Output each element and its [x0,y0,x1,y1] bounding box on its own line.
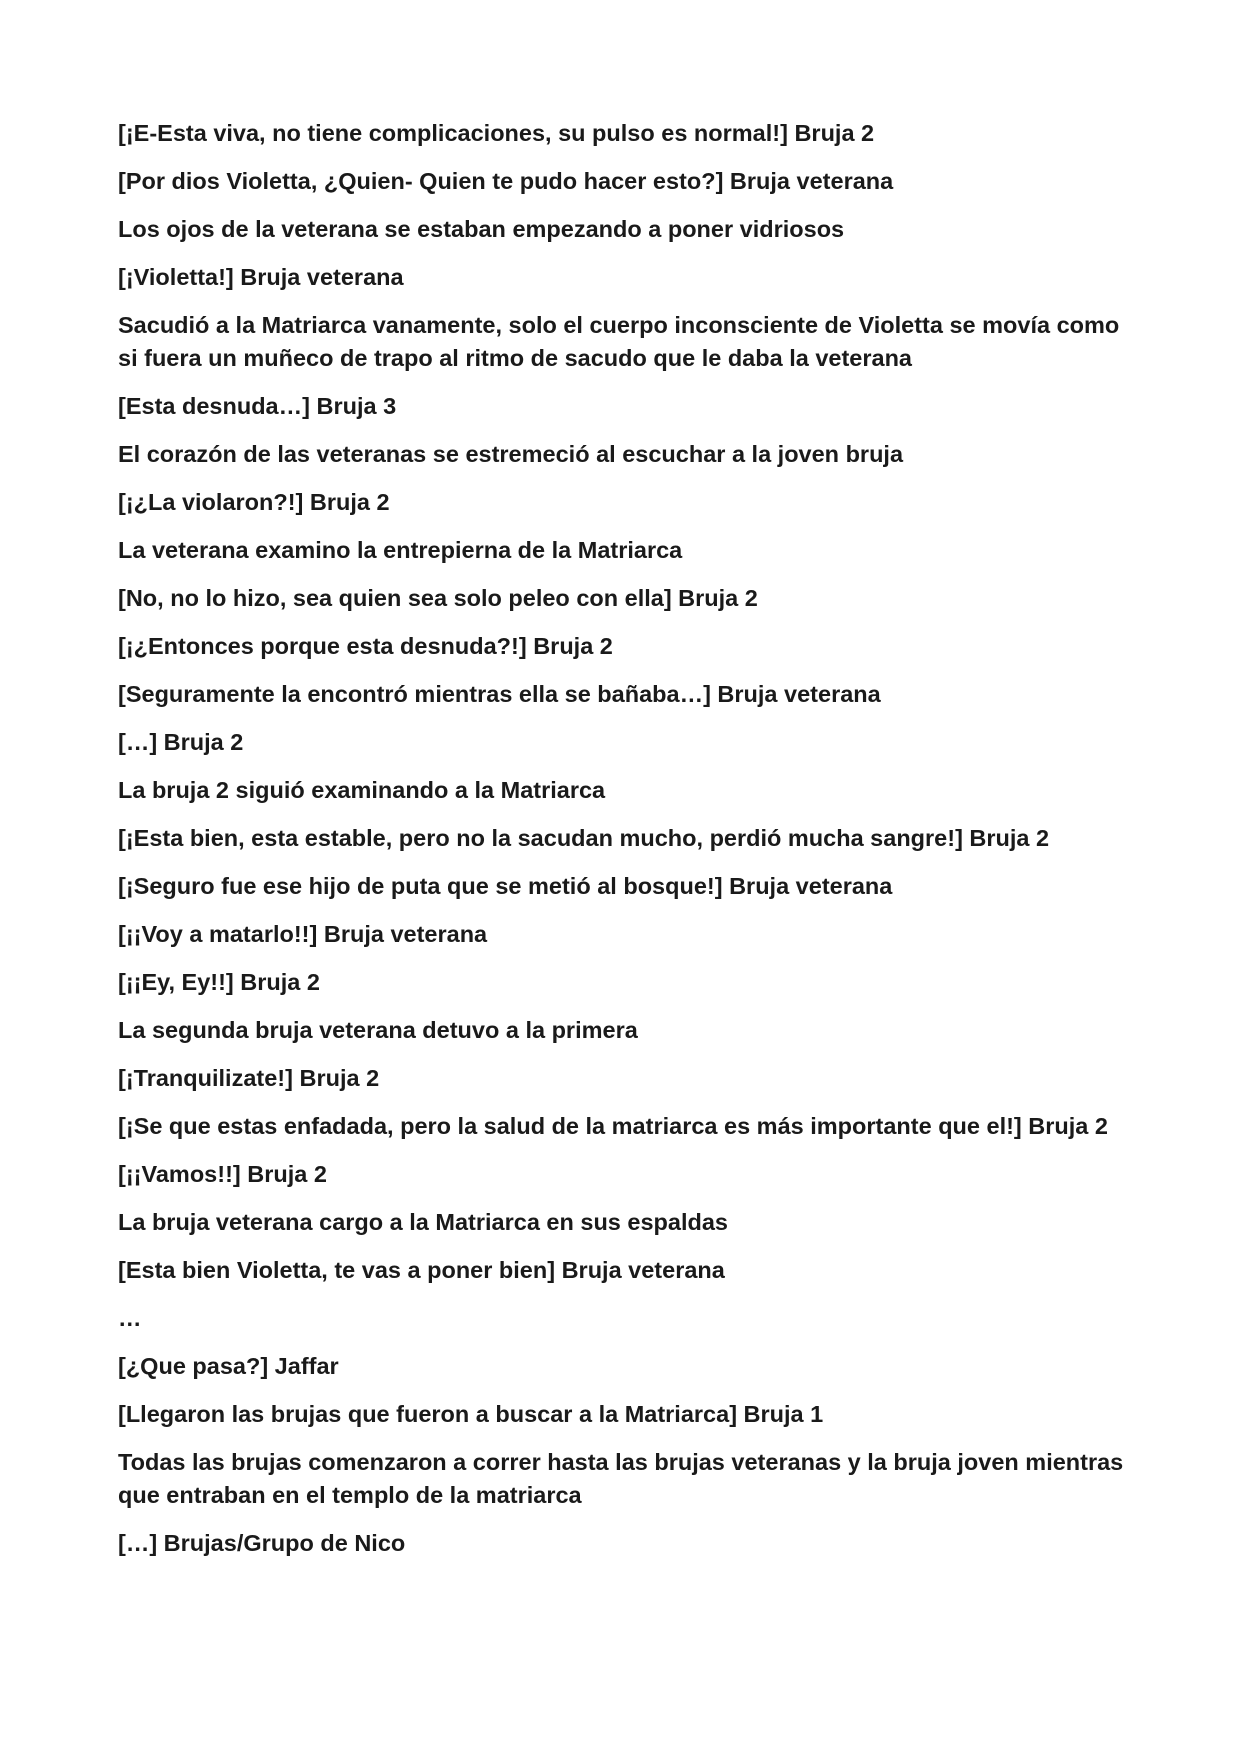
paragraph: [¡¿Entonces porque esta desnuda?!] Bruja 2 [118,633,613,659]
paragraph: [¡Se que estas enfadada, pero la salud de la matriarca es más importante que el!] Bruja 2 [118,1113,1108,1139]
paragraph: [¿Que pasa?] Jaffar [118,1353,339,1379]
paragraph: [¡¡Ey, Ey!!] Bruja 2 [118,969,320,995]
paragraph: … [118,1305,142,1331]
paragraph: [¡Seguro fue ese hijo de puta que se metió al bosque!] Bruja veterana [118,873,893,899]
paragraph: [Esta bien Violetta, te vas a poner bien] Bruja veterana [118,1257,725,1283]
paragraph: [Seguramente la encontró mientras ella se bañaba…] Bruja veterana [118,681,881,707]
paragraph: La bruja veterana cargo a la Matriarca en sus espaldas [118,1209,728,1235]
paragraph: [Esta desnuda…] Bruja 3 [118,393,397,419]
paragraph: [¡¡Vamos!!] Bruja 2 [118,1161,327,1187]
paragraph: La bruja 2 siguió examinando a la Matriarca [118,777,606,803]
paragraph: Los ojos de la veterana se estaban empezando a poner vidriosos [118,216,845,242]
paragraph: El corazón de las veteranas se estremeció al escuchar a la joven bruja [118,441,904,467]
paragraph: [¡¿La violaron?!] Bruja 2 [118,489,390,515]
document-body [118,117,1128,1575]
paragraph: [¡Tranquilizate!] Bruja 2 [118,1065,380,1091]
paragraph: La segunda bruja veterana detuvo a la primera [118,1017,638,1043]
paragraph: [¡Violetta!] Bruja veterana [118,264,404,290]
paragraph: [Por dios Violetta, ¿Quien- Quien te pudo hacer esto?] Bruja veterana [118,168,894,194]
paragraph: La veterana examino la entrepierna de la Matriarca [118,537,683,563]
paragraph: [No, no lo hizo, sea quien sea solo peleo con ella] Bruja 2 [118,585,758,611]
paragraph: [¡¡Voy a matarlo!!] Bruja veterana [118,921,488,947]
paragraph: […] Bruja 2 [118,729,244,755]
paragraph: Todas las brujas comenzaron a correr hasta las brujas veteranas y la bruja joven mientras que entraban en el templo de la matriarca [118,1449,1124,1508]
paragraph: [¡Esta bien, esta estable, pero no la sacudan mucho, perdió mucha sangre!] Bruja 2 [118,825,1050,851]
paragraph: Sacudió a la Matriarca vanamente, solo el cuerpo inconsciente de Violetta se movía como si fuera un muñeco de trapo al ritmo de sacudo que le daba la veterana [118,312,1120,371]
paragraph: [¡E-Esta viva, no tiene complicaciones, su pulso es normal!] Bruja 2 [118,120,875,146]
paragraph: [Llegaron las brujas que fueron a buscar a la Matriarca] Bruja 1 [118,1401,824,1427]
paragraph: […] Brujas/Grupo de Nico [118,1530,406,1556]
